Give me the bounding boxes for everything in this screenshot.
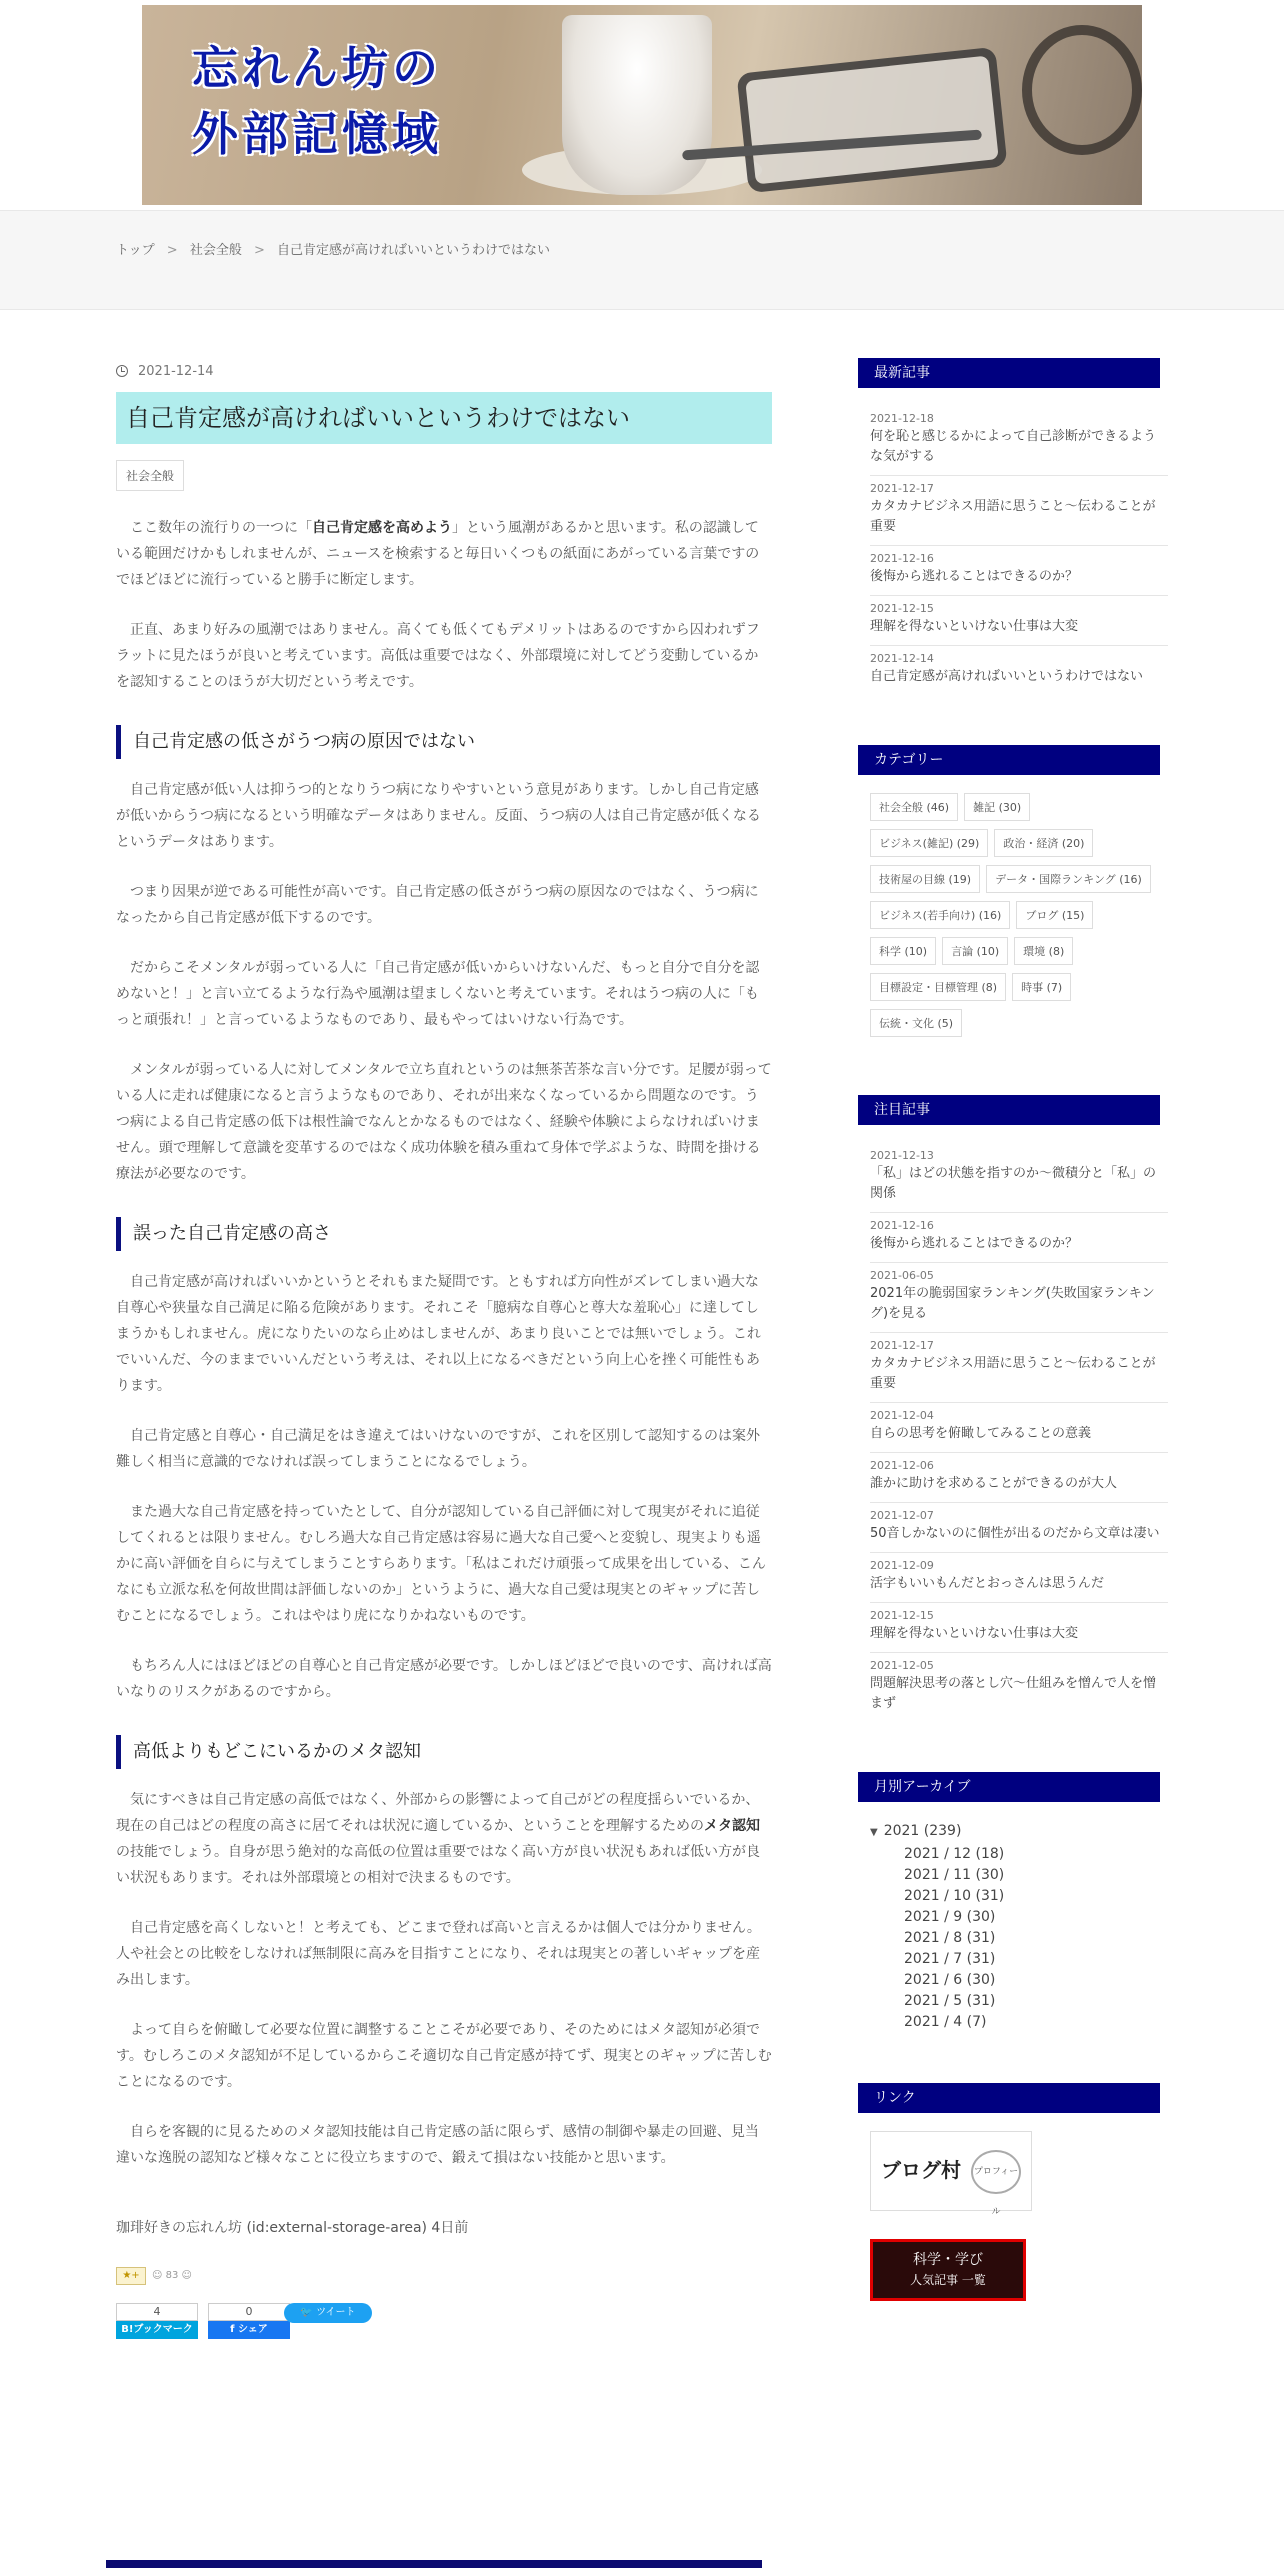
paragraph: メンタルが弱っている人に対してメンタルで立ち直れというのは無茶苦茶な言い分です。足腰が弱っている人に走れば健康になると言うようなものであり、それが出来なくなっているから問題なのです。うつ病による自己肯定感の低下は根性論でなんとかなるものではなく、経験や体験によらなければいけません。頭で理解して意識を変革するのではなく成功体験を積み重ねて身体で学ぶような、時間を掛ける療法が必要なのです。: [116, 1062, 772, 1182]
paragraph: 正直、あまり好みの風潮ではありません。高くても低くてもデメリットはあるのですから囚われずフラットに見たほうが良いと考えています。高低は重要ではなく、外部環境に対してどう変動しているかを認知することのほうが大切だという考えです。: [116, 622, 760, 690]
footer-bar: [106, 2560, 762, 2568]
section-heading: 自己肯定感の低さがうつ病の原因ではない: [116, 725, 772, 759]
paragraph: 自己肯定感が低い人は抑うつ的となりうつ病になりやすいという意見があります。しかし自己肯定感が低いからうつ病になるという明確なデータはありません。反面、うつ病の人は自己肯定感が低くなるというデータはあります。: [116, 782, 761, 850]
site-title-line1: 忘れん坊の: [192, 41, 442, 95]
star-icon: ☺: [178, 2270, 192, 2281]
archive-month[interactable]: 2021 / 10 (31): [904, 1888, 1005, 1904]
paragraph: 自己肯定感を高くしないと！と考えても、どこまで登れば高いと言えるかは個人では分かりません。人や社会との比較をしなければ無制限に高みを目指すことになり、それは現実との著しいギャップを産み出します。: [116, 1920, 761, 1988]
list-item[interactable]: 2021-12-16 後悔から逃れることはできるのか？: [870, 546, 1168, 596]
banner-line1: 科学・学び: [913, 2252, 983, 2268]
category-tag[interactable]: ブログ (15): [1016, 901, 1093, 929]
clock-icon: [116, 365, 128, 377]
article-date-text[interactable]: 2021-12-14: [138, 363, 214, 379]
archive-month[interactable]: 2021 / 7 (31): [904, 1951, 996, 1967]
widget-title: リンク: [858, 2083, 1160, 2113]
paragraph: 自己肯定感と自尊心・自己満足をはき違えてはいけないのですが、これを区別して認知するのは案外難しく相当に意識的でなければ誤ってしまうことになるでしょう。: [116, 1428, 760, 1470]
link-banners: [858, 2131, 1168, 2301]
category-tag[interactable]: ビジネス(雑記) (29): [870, 829, 988, 857]
list-item[interactable]: 2021-12-13 「私」はどの状態を指すのか～微積分と「私」の関係: [870, 1143, 1168, 1213]
header-banner[interactable]: [142, 5, 1142, 205]
breadcrumb-category[interactable]: 社会全般: [189, 243, 242, 258]
list-item[interactable]: 2021-12-15 理解を得ないといけない仕事は大変: [870, 596, 1168, 646]
category-tag[interactable]: 伝統・文化 (5): [870, 1009, 962, 1037]
emphasis: メタ認知: [704, 1818, 760, 1834]
paragraph: もちろん人にはほどほどの自尊心と自己肯定感が必要です。しかしほどほどで良いのです、高ければ高いなりのリスクがあるのですから。: [116, 1658, 772, 1700]
blogmura-banner[interactable]: [870, 2131, 1032, 2217]
section-heading: 誤った自己肯定感の高さ: [116, 1217, 772, 1251]
article-title[interactable]: 自己肯定感が高ければいいというわけではない: [116, 392, 772, 444]
category-tag[interactable]: 時事 (7): [1012, 973, 1071, 1001]
breadcrumb-separator: >: [166, 243, 178, 258]
share-area: [116, 2267, 772, 2337]
breadcrumb-current: 自己肯定感が高ければいいというわけではない: [277, 243, 551, 258]
archive-list: [858, 1820, 1168, 2033]
paragraph: ここ数年の流行りの一つに「自己肯定感を高めよう」という風潮があるかと思います。私の認識している範囲だけかもしれませんが、ニュースを検索すると毎日いくつもの紙面にあがっている言葉ですのでほどほどに流行っていると勝手に断定します。: [116, 520, 760, 588]
list-item[interactable]: 2021-12-07 50音しかないのに個性が出るのだから文章は凄い: [870, 1503, 1168, 1553]
archive-month[interactable]: 2021 / 4 (7): [904, 2014, 987, 2030]
add-star-button[interactable]: ★+: [116, 2267, 146, 2285]
science-ranking-banner[interactable]: [870, 2239, 1026, 2301]
list-item[interactable]: 2021-12-05 問題解決思考の落とし穴～仕組みを憎んで人を憎まず: [870, 1659, 1157, 1711]
featured-posts-list: [858, 1143, 1168, 1722]
section-heading: 高低よりもどこにいるかのメタ認知: [116, 1735, 772, 1769]
site-title-line2: 外部記憶域: [192, 107, 442, 161]
site-header: [0, 0, 1284, 210]
list-item[interactable]: 2021-12-14 自己肯定感が高ければいいというわけではない: [870, 652, 1144, 684]
tweet-button[interactable]: 🐦 ツイート: [284, 2303, 372, 2323]
archive-widget: [858, 1772, 1168, 2033]
facebook-share-button[interactable]: f シェア: [208, 2321, 290, 2339]
hatena-bookmark: [116, 2303, 198, 2339]
list-item[interactable]: 2021-12-06 誰かに助けを求めることができるのが大人: [870, 1453, 1168, 1503]
glasses-image: [1022, 25, 1142, 155]
triangle-down-icon[interactable]: ▼: [870, 1827, 878, 1838]
star-icon: ☺: [152, 2270, 166, 2281]
archive-month[interactable]: 2021 / 11 (30): [904, 1867, 1005, 1883]
paragraph: 自己肯定感が高ければいいかというとそれもまた疑問です。ともすれば方向性がズレてしまい過大な自尊心や狭量な自己満足に陥る危険があります。それこそ「臆病な自尊心と尊大な羞恥心」に達してしまうかもしれません。虎になりたいのなら止めはしませんが、あまり良いことでは無いでしょう。これでいいんだ、今のままでいいんだという考えは、それ以上になるべきだという向上心を挫く可能性もあります。: [116, 1274, 761, 1394]
star-count: 83: [165, 2270, 179, 2281]
category-tag[interactable]: 環境 (8): [1014, 937, 1073, 965]
archive-month[interactable]: 2021 / 8 (31): [904, 1930, 996, 1946]
category-tag[interactable]: 雑記 (30): [964, 793, 1030, 821]
category-tag[interactable]: 技術屋の目線 (19): [870, 865, 980, 893]
list-item[interactable]: 2021-12-17 カタカナビジネス用語に思うこと～伝わることが重要: [870, 476, 1168, 546]
paragraph: つまり因果が逆である可能性が高いです。自己肯定感の低さがうつ病の原因なのではなく、うつ病になったから自己肯定感が低下するのです。: [116, 884, 759, 926]
blogmura-logo: ブログ村: [881, 2158, 961, 2182]
hatena-count[interactable]: 4: [116, 2303, 198, 2321]
recent-posts-list: [858, 406, 1168, 695]
archive-month[interactable]: 2021 / 5 (31): [904, 1993, 996, 2009]
list-item[interactable]: 2021-12-04 自らの思考を俯瞰してみることの意義: [870, 1403, 1168, 1453]
coffee-cup-image: [562, 15, 712, 195]
paragraph: 気にすべきは自己肯定感の高低ではなく、外部からの影響によって自己がどの程度揺らいでいるか、現在の自己はどの程度の高さに居てそれは状況に適しているか、ということを理解するためのメタ認知の技能でしょう。自身が思う絶対的な高低の位置は重要ではなく高い方が良い状況もあれば低い方が良い状況もあります。それは外部環境との相対で決まるものです。: [116, 1792, 760, 1886]
archive-month[interactable]: 2021 / 12 (18): [904, 1846, 1005, 1862]
paragraph: だからこそメンタルが弱っている人に「自己肯定感が低いからいけないんだ、もっと自分で自分を認めないと！」と言い立てるような行為や風潮は望ましくないと考えています。それはうつ病の人に「もっと頑張れ！」と言っているようなものであり、最もやってはいけない行為です。: [116, 960, 760, 1028]
widget-title: 月別アーカイブ: [858, 1772, 1160, 1802]
sidebar: [858, 358, 1168, 2351]
phone-image: [736, 47, 1007, 194]
site-title: [192, 35, 442, 167]
widget-title: 最新記事: [858, 358, 1160, 388]
hatena-bookmark-button[interactable]: B!ブックマーク: [116, 2321, 198, 2339]
facebook-count: 0: [208, 2303, 290, 2321]
author-line[interactable]: 珈琲好きの忘れん坊 (id:external-storage-area) 4日前: [116, 2220, 469, 2236]
paragraph: 自らを客観的に見るためのメタ認知技能は自己肯定感の話に限らず、感情の制御や暴走の回避、見当違いな逸脱の認知など様々なことに役立ちますので、鍛えて損はない技能かと思います。: [116, 2124, 759, 2166]
paragraph: よって自らを俯瞰して必要な位置に調整することこそが必要であり、そのためにはメタ認知が必須です。むしろこのメタ認知が不足しているからこそ適切な自己肯定感が持てず、現実とのギャップに苦しむことになるのです。: [116, 2022, 772, 2090]
twitter-icon: 🐦: [300, 2307, 317, 2318]
breadcrumb: [116, 239, 558, 258]
paragraph: また過大な自己肯定感を持っていたとして、自分が認知している自己評価に対して現実がそれに追従してくれるとは限りません。むしろ過大な自己肯定感は容易に過大な自己愛へと変貌し、現実よりも遥かに高い評価を自らに与えてしまうことすらあります。「私はこれだけ頑張って成果を出している、こんなにも立派な私を何故世間は評価しないのか」というように、過大な自己愛は現実とのギャップに苦しむことになるでしょう。これはやはり虎になりかねないものです。: [116, 1504, 766, 1624]
list-item[interactable]: 2021-12-17 カタカナビジネス用語に思うこと～伝わることが重要: [870, 1333, 1168, 1403]
breadcrumb-separator: >: [253, 243, 265, 258]
category-tag[interactable]: 社会全般 (46): [870, 793, 958, 821]
category-list: [858, 793, 1158, 1045]
archive-month[interactable]: 2021 / 9 (30): [904, 1909, 996, 1925]
links-widget: [858, 2083, 1168, 2301]
category-tag[interactable]: ビジネス(若手向け) (16): [870, 901, 1010, 929]
list-item[interactable]: 2021-12-15 理解を得ないといけない仕事は大変: [870, 1603, 1168, 1653]
emphasis: 自己肯定感を高めよう: [312, 520, 452, 536]
profile-badge: プロフィール: [971, 2150, 1021, 2194]
category-tag[interactable]: 目標設定・目標管理 (8): [870, 973, 1006, 1001]
star-users[interactable]: [152, 2267, 192, 2285]
article-body: [116, 515, 772, 2171]
breadcrumb-top[interactable]: トップ: [116, 243, 155, 258]
list-item[interactable]: 2021-06-05 2021年の脆弱国家ランキング(失敗国家ランキング)を見る: [870, 1263, 1168, 1333]
list-item[interactable]: 2021-12-16 後悔から逃れることはできるのか？: [870, 1213, 1168, 1263]
article-date: [116, 360, 772, 382]
list-item[interactable]: 2021-12-09 活字もいいもんだとおっさんは思うんだ: [870, 1553, 1168, 1603]
archive-month[interactable]: 2021 / 6 (30): [904, 1972, 996, 1988]
category-tag[interactable]: 言論 (10): [942, 937, 1008, 965]
archive-year[interactable]: ▼ 2021 (239): [870, 1823, 962, 1839]
category-tag[interactable]: 政治・経済 (20): [994, 829, 1093, 857]
article: [116, 360, 772, 2337]
breadcrumb-bar: [0, 210, 1284, 310]
widget-title: カテゴリー: [858, 745, 1160, 775]
recent-posts-widget: [858, 358, 1168, 695]
widget-title: 注目記事: [858, 1095, 1160, 1125]
banner-line2: 人気記事 一覧: [910, 2273, 986, 2287]
category-tag[interactable]: 科学 (10): [870, 937, 936, 965]
categories-widget: [858, 745, 1168, 1045]
article-category-tag[interactable]: 社会全般: [116, 460, 184, 491]
facebook-share: [208, 2303, 290, 2339]
featured-posts-widget: [858, 1095, 1168, 1722]
category-tag[interactable]: データ・国際ランキング (16): [986, 865, 1151, 893]
list-item[interactable]: 2021-12-18 何を恥と感じるかによって自己診断ができるような気がする: [870, 406, 1168, 476]
